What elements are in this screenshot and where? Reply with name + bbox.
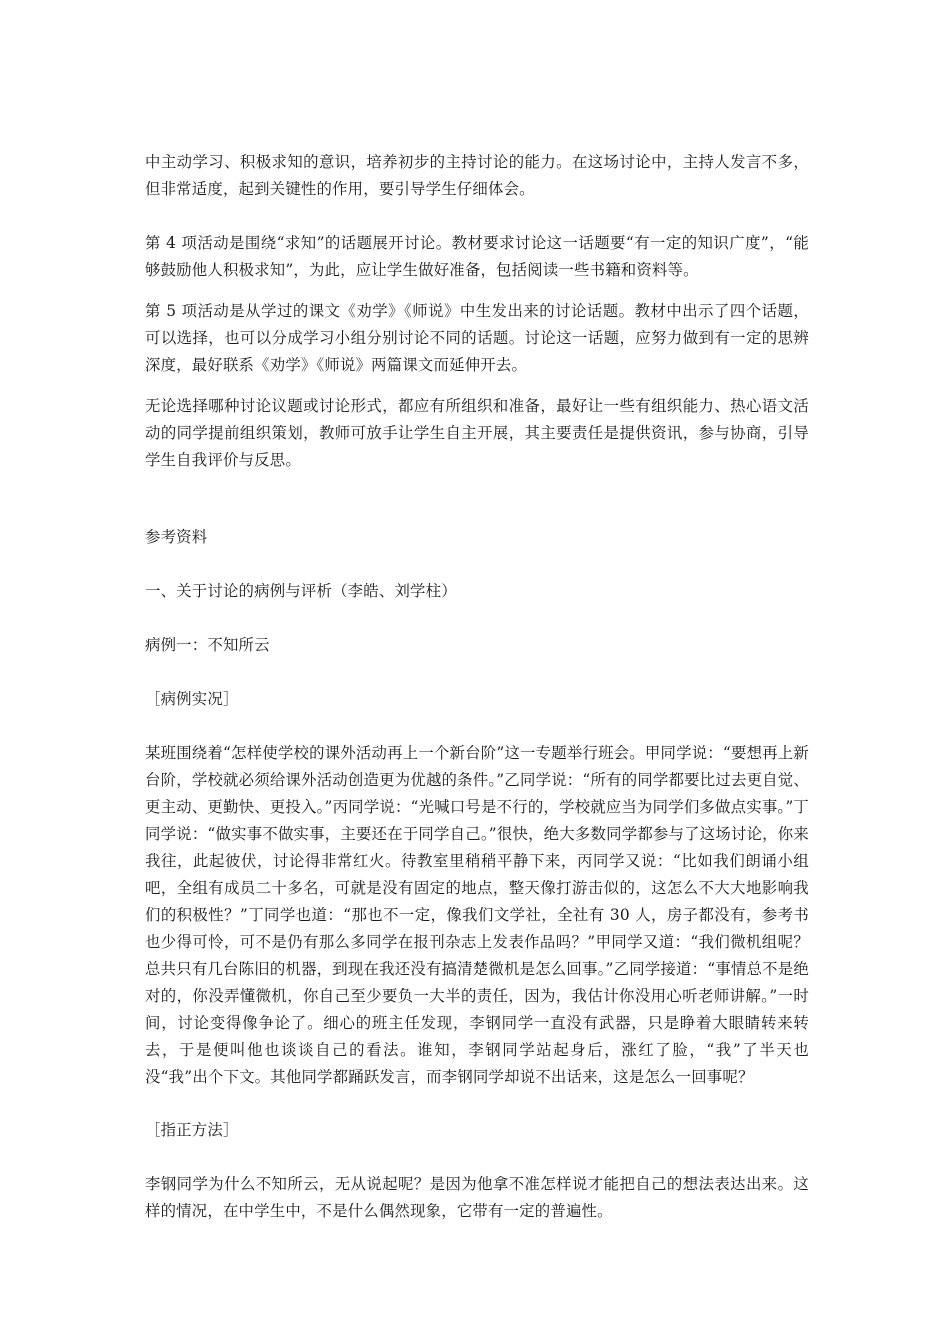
correction-method-body: 李钢同学为什么不知所云，无从说起呢？是因为他拿不准怎样说才能把自己的想法表达出来。这样的情况，在中学生中，不是什么偶然现象，它带有一定的普遍性。 (145, 1175, 809, 1220)
paragraph-discussion-host: 中主动学习、积极求知的意识，培养初步的主持讨论的能力。在这场讨论中，主持人发言不多，但非常适度，起到关键性的作用，要引导学生仔细体会。 (145, 153, 809, 198)
paragraph-organization: 无论选择哪种讨论议题或讨论形式，都应有所组织和准备，最好让一些有组织能力、热心语文活动的同学提前组织策划，教师可放手让学生自主开展，其主要责任是提供资讯，参与协商，引导学生自我评价与反思。 (145, 397, 809, 469)
paragraph-activity-4: 第 4 项活动是围绕“求知”的话题展开讨论。教材要求讨论这一话题要“有一定的知识广度”，“能够鼓励他人积极求知”，为此，应让学生做好准备，包括阅读一些书籍和资料等。 (145, 234, 809, 279)
case-title: 病例一：不知所云 (145, 636, 270, 654)
paragraph-activity-5: 第 5 项活动是从学过的课文《劝学》《师说》中生发出来的讨论话题。教材中出示了四个话题，可以选择，也可以分成学习小组分别讨论不同的话题。讨论这一话题，应努力做到有一定的思辨深度，最好联系《劝学》《师说》两篇课文而延伸开去。 (145, 302, 809, 374)
subsection-heading-cases: 一、关于讨论的病例与评析（李皓、刘学柱） (145, 582, 457, 600)
case-situation-body: 某班围绕着“怎样使学校的课外活动再上一个新台阶”这一专题举行班会。甲同学说：“要想再上新台阶，学校就必须给课外活动创造更为优越的条件。”乙同学说：“所有的同学都要比过去更自觉、更主动、更勤快、更投入。”丙同学说：“光喊口号是不行的，学校就应当为同学们多做点实事。”丁同学说：“做实事不做实事，主要还在于同学自己。”很快，绝大多数同学都参与了这场讨论，你来我往，此起彼伏，讨论得非常红火。待教室里稍稍平静下来，丙同学又说：“比如我们朗诵小组吧，全组有成员二十多名，可就是没有固定的地点，整天像打游击似的，这怎么不大大地影响我们的积极性？”丁同学也道：“那也不一定，像我们文学社，全社有 30 人，房子都没有，参考书也少得可怜，可不是仍有那么多同学在报刊杂志上发表作品吗？”甲同学又道：“我们微机组呢？总共只有几台陈旧的机器，到现在我还没有搞清楚微机是怎么回事。”乙同学接道：“事情总不是绝对的，你没弄懂微机，你自己至少要负一大半的责任，因为，我估计你没用心听老师讲解。”一时间，讨论变得像争论了。细心的班主任发现，李钢同学一直没有武器，只是睁着大眼睛转来转去，于是便叫他也谈谈自己的看法。谁知，李钢同学站起身后，涨红了脸，“我”了半天也没“我”出个下文。其他同学都踊跃发言，而李钢同学却说不出话来，这是怎么一回事呢？ (145, 744, 809, 1086)
case-situation-label: ［病例实况］ (145, 690, 239, 708)
section-heading-references: 参考资料 (145, 528, 208, 546)
correction-method-label: ［指正方法］ (145, 1121, 239, 1139)
